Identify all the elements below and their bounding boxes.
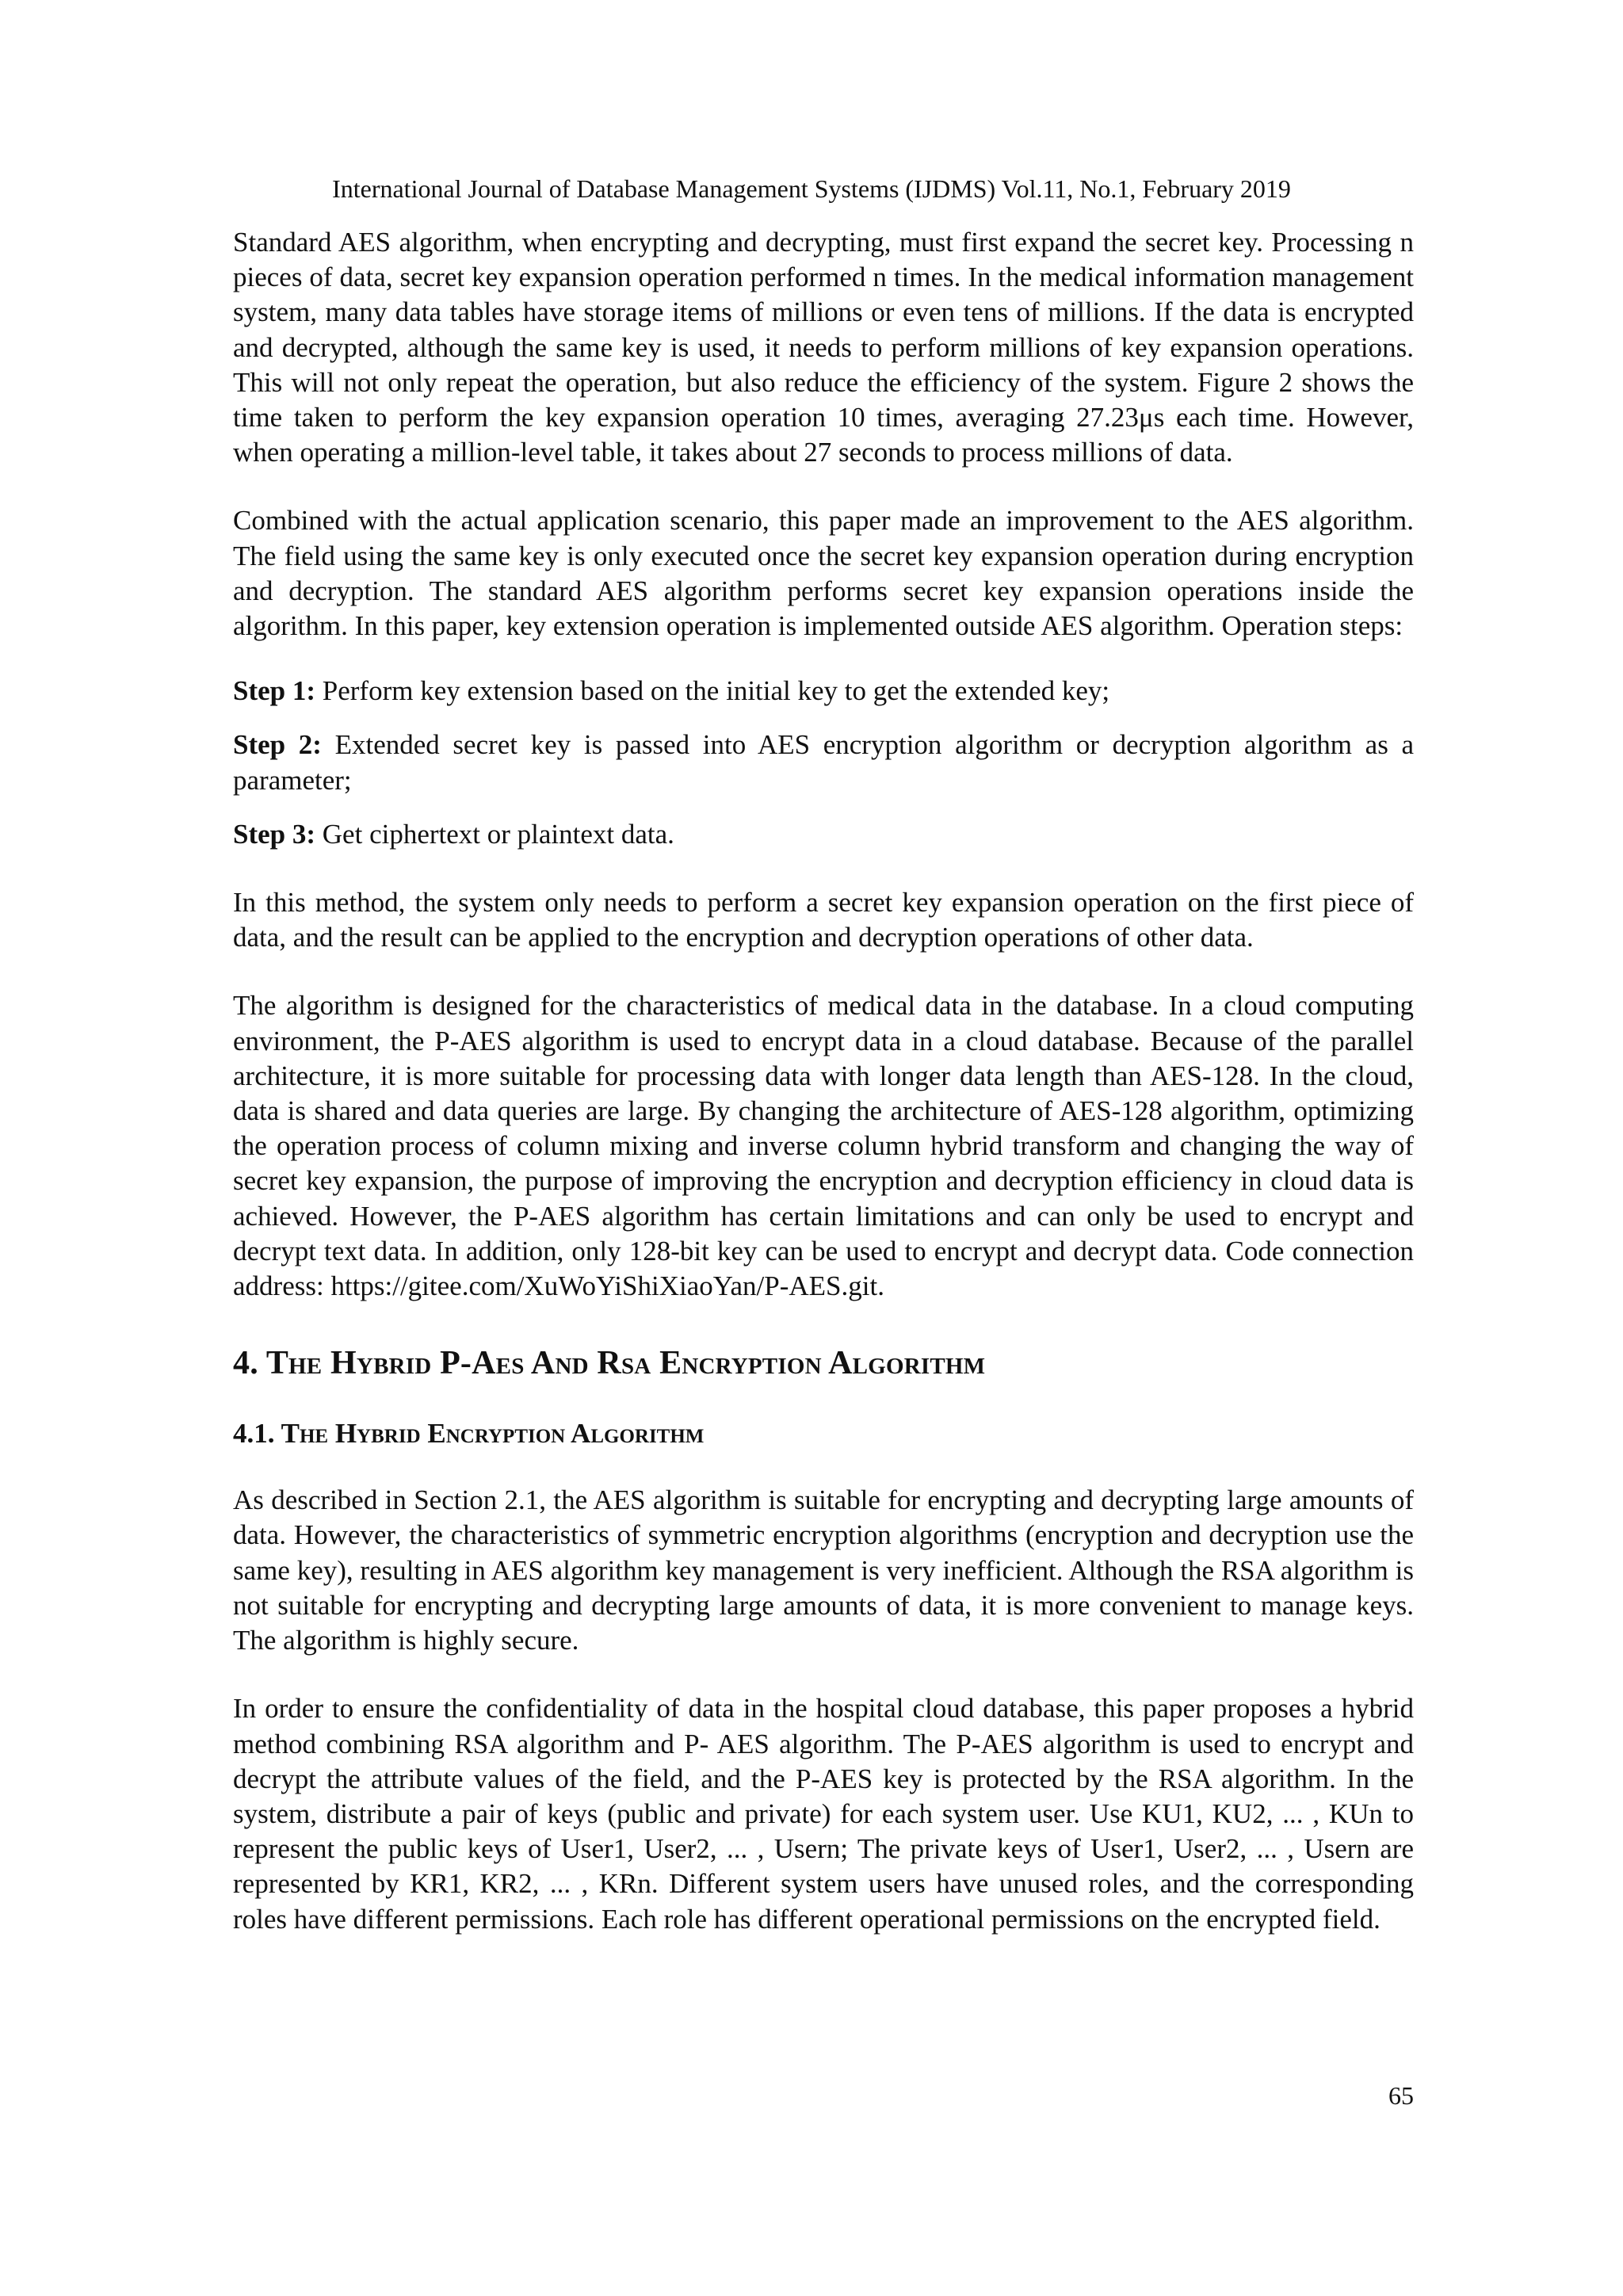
paragraph-design: The algorithm is designed for the characteristics of medical data in the database. In a cloud computing environment, the P-AES algorithm is used to encrypt data in a cloud database. Because of the parallel architecture, it is more suitable for processing data with longer data length than AES-128. In the cloud, data is shared and data queries are large. By changing the architecture of AES-128 algorithm, optimizing the operation process of column mixing and inverse column hybrid transform and changing the way of secret key expansion, the purpose of improving the encryption and decryption efficiency in cloud data is achieved. However, the P-AES algorithm has certain limitations and can only be used to encrypt and decrypt text data. In addition, only 128-bit key can be used to encrypt and decrypt data. Code connection address: https://gitee.com/XuWoYiShiXiaoYan/P-AES.git. (233, 990, 1414, 1302)
paragraph-hybrid-method: In order to ensure the confidentiality of data in the hospital cloud database, this paper proposes a hybrid method combining RSA algorithm and P- AES algorithm. The P-AES algorithm is used to encrypt and decrypt the attribute values of the field, and the P-AES key is protected by the RSA algorithm. In the system, distribute a pair of keys (public and private) for each system user. Use KU1, KU2, ... , KUn to represent the public keys of User1, User2, ... , Usern; The private keys of User1, User2, ... , Usern are represented by KR1, KR2, ... , KRn. Different system users have unused roles, and the corresponding roles have different permissions. Each role has different operational permissions on the encrypted field. (233, 1693, 1414, 1935)
section-heading: 4. The Hybrid P-Aes And Rsa Encryption Algorithm (233, 1345, 986, 1382)
step-3-text: Get ciphertext or plaintext data. (315, 818, 674, 850)
step-2-text: Extended secret key is passed into AES encryption algorithm or decryption algorithm as a parameter; (233, 729, 1415, 796)
paragraph-improvement: Combined with the actual application scenario, this paper made an improvement to the AES algorithm. The field using the same key is only executed once the secret key expansion operation during encryption and decryption. The standard AES algorithm performs secret key expansion operations inside the algorithm. In this paper, key extension operation is implemented outside AES algorithm. Operation steps: (233, 505, 1414, 642)
paragraph-aes-rsa: As described in Section 2.1, the AES algorithm is suitable for encrypting and decrypting large amounts of data. However, the characteristics of symmetric encryption algorithms (encryption and decryption use the same key), resulting in AES algorithm key management is very inefficient. Although the RSA algorithm is not suitable for encrypting and decrypting large amounts of data, it is more convenient to manage keys. The algorithm is highly secure. (233, 1484, 1414, 1656)
subsection-heading: 4.1. The Hybrid Encryption Algorithm (233, 1418, 705, 1450)
page-number: 65 (1388, 2081, 1414, 2110)
step-1-label: Step 1: (233, 675, 316, 707)
step-2 (233, 728, 1414, 797)
step-2-label: Step 2: (233, 729, 322, 761)
paragraph-method: In this method, the system only needs to perform a secret key expansion operation on the first piece of data, and the result can be applied to the encryption and decryption operations of other data. (233, 887, 1414, 953)
step-1-text: Perform key extension based on the initial key to get the extended key; (315, 675, 1110, 707)
step-1 (233, 674, 1414, 709)
running-header: International Journal of Database Management Systems (IJDMS) Vol.11, No.1, February 2019 (332, 174, 1291, 203)
step-3-label: Step 3: (233, 818, 316, 850)
paragraph-key-expansion: Standard AES algorithm, when encrypting and decrypting, must first expand the secret key. Processing n pieces of data, secret key expansion operation performed n times. In the medical information management system, many data tables have storage items of millions or even tens of millions. If the data is encrypted and decrypted, although the same key is used, it needs to perform millions of key expansion operations. This will not only repeat the operation, but also reduce the efficiency of the system. Figure 2 shows the time taken to perform the key expansion operation 10 times, averaging 27.23μs each time. However, when operating a million-level table, it takes about 27 seconds to process millions of data. (233, 227, 1414, 468)
page-body (233, 225, 1414, 1937)
step-3 (233, 817, 1414, 852)
